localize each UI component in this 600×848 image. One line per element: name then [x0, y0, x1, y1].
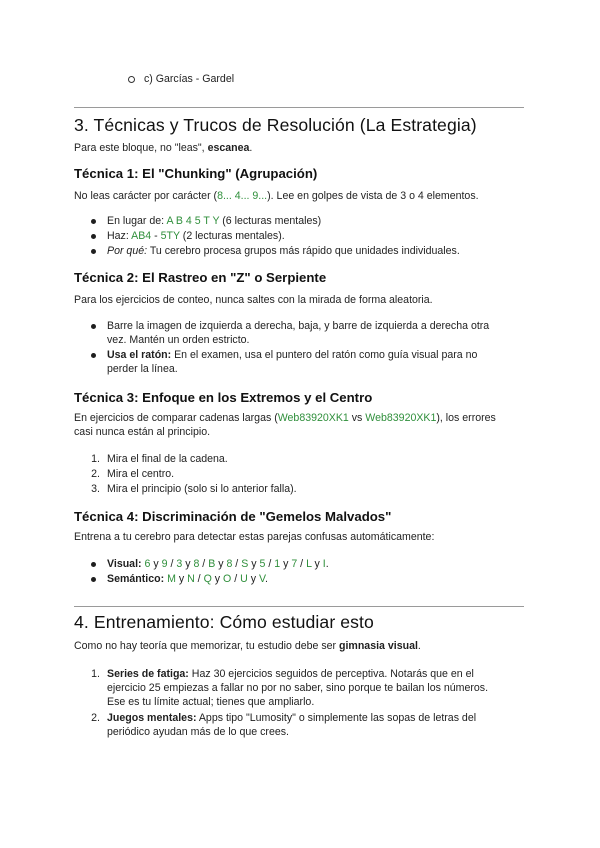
pair-separator: / — [231, 573, 241, 585]
bullet-icon — [91, 577, 96, 582]
pair-joiner: y — [311, 558, 323, 570]
technique-2-item: Barre la imagen de izquierda a derecha, baja, y barre de izquierda a derecha otra — [107, 320, 490, 332]
bullet-icon — [91, 219, 96, 224]
pair-char: L — [306, 558, 312, 570]
pair-separator: / — [194, 573, 204, 585]
technique-3-paragraph: En ejercicios de comparar cadenas largas (Web83920XK1 vs Web83920XK1), los errores — [74, 412, 496, 424]
section-4-heading: 4. Entrenamiento: Cómo estudiar esto — [74, 612, 374, 632]
list-number: 2. — [91, 468, 100, 480]
section-3-heading: 3. Técnicas y Trucos de Resolución (La Estrategia) — [74, 115, 477, 135]
pair-joiner: y — [280, 558, 292, 570]
list-number: 1. — [91, 668, 100, 680]
pair-char: 5 — [259, 558, 266, 570]
answer-option-c: c) Garcías - Gardel — [144, 73, 235, 85]
section-3-intro: Para este bloque, no "leas", escanea. — [74, 142, 253, 154]
technique-1-item: En lugar de: A B 4 5 T Y (6 lecturas mentales) — [107, 215, 322, 227]
bullet-icon — [91, 324, 96, 329]
pair-char: 9 — [161, 558, 168, 570]
technique-2-item-cont: vez. Mantén un orden estricto. — [107, 334, 250, 346]
pair-char: M — [167, 573, 176, 585]
pair-separator: / — [167, 558, 177, 570]
pair-char: Q — [203, 573, 212, 585]
technique-3-heading: Técnica 3: Enfoque en los Extremos y el Centro — [74, 390, 373, 405]
pair-char: V — [258, 573, 266, 585]
pair-joiner: y — [248, 558, 260, 570]
pair-char: 7 — [291, 558, 298, 570]
section-divider — [74, 107, 524, 108]
training-item-2-cont: periódico ayudan más de lo que crees. — [107, 726, 289, 738]
pair-char: N — [187, 573, 195, 585]
semantic-pairs-list — [167, 573, 265, 585]
technique-3-step: Mira el principio (solo si lo anterior falla). — [107, 483, 297, 495]
pair-joiner: y — [182, 558, 194, 570]
training-item-1: Series de fatiga: Haz 30 ejercicios seguidos de perceptiva. Notarás que en el — [107, 668, 474, 680]
pair-char: O — [223, 573, 232, 585]
technique-4-paragraph: Entrena a tu cerebro para detectar estas parejas confusas automáticamente: — [74, 531, 435, 543]
pair-char: 6 — [144, 558, 151, 570]
list-number: 3. — [91, 483, 100, 495]
pair-char: U — [240, 573, 248, 585]
technique-4-heading: Técnica 4: Discriminación de "Gemelos Malvados" — [74, 509, 392, 524]
technique-3-paragraph-cont: casi nunca están al principio. — [74, 426, 211, 438]
pair-char: 1 — [274, 558, 281, 570]
pair-joiner: y — [211, 573, 224, 585]
training-item-1-cont: Ese es tu límite actual; tienes que ampliarlo. — [107, 696, 315, 708]
technique-2-heading: Técnica 2: El Rastreo en "Z" o Serpiente — [74, 270, 327, 285]
technique-3-step: Mira el final de la cadena. — [107, 453, 228, 465]
bullet-icon — [91, 562, 96, 567]
pair-joiner: y — [247, 573, 259, 585]
pair-joiner: y — [215, 558, 227, 570]
technique-1-paragraph: No leas carácter por carácter (8... 4... 9...). Lee en golpes de vista de 3 o 4 elementos. — [74, 190, 479, 202]
pair-separator: / — [199, 558, 209, 570]
bullet-icon — [91, 353, 96, 358]
pair-char: B — [208, 558, 216, 570]
section-divider — [74, 606, 524, 607]
pair-char: S — [241, 558, 249, 570]
training-item-1-cont: ejercicio 25 empiezas a fallar no por no saber, sino porque te bailan los números. — [107, 682, 489, 694]
bullet-icon — [91, 234, 96, 239]
list-number: 1. — [91, 453, 100, 465]
pair-char: 8 — [193, 558, 200, 570]
semantic-pairs-item: Semántico: M y N / Q y O / U y V. — [107, 573, 268, 585]
section-4-intro: Como no hay teoría que memorizar, tu estudio debe ser gimnasia visual. — [74, 640, 421, 652]
pair-separator: / — [265, 558, 275, 570]
training-item-2: Juegos mentales: Apps tipo "Lumosity" o simplemente las sopas de letras del — [107, 712, 477, 724]
bullet-icon — [91, 249, 96, 254]
technique-2-item: Usa el ratón: En el examen, usa el puntero del ratón como guía visual para no — [107, 349, 478, 361]
pair-separator: / — [232, 558, 242, 570]
pair-separator: / — [297, 558, 307, 570]
pair-joiner: y — [175, 573, 188, 585]
technique-2-paragraph: Para los ejercicios de conteo, nunca saltes con la mirada de forma aleatoria. — [74, 294, 433, 306]
visual-pairs-list — [145, 558, 326, 570]
pair-char: 3 — [176, 558, 183, 570]
pair-char: 8 — [226, 558, 233, 570]
technique-1-heading: Técnica 1: El "Chunking" (Agrupación) — [74, 166, 318, 181]
technique-1-item: Por qué: Tu cerebro procesa grupos más rápido que unidades individuales. — [107, 245, 460, 257]
technique-3-step: Mira el centro. — [107, 468, 175, 480]
technique-1-item: Haz: AB4 - 5TY (2 lecturas mentales). — [107, 230, 285, 242]
pair-char: I — [322, 558, 326, 570]
list-number: 2. — [91, 712, 100, 724]
visual-pairs-item: Visual: 6 y 9 / 3 y 8 / B y 8 / S y 5 / 1 y 7 / L y I. — [107, 558, 329, 570]
circle-bullet-icon — [128, 76, 135, 83]
technique-2-item-cont: perder la línea. — [107, 363, 178, 375]
pair-joiner: y — [150, 558, 162, 570]
